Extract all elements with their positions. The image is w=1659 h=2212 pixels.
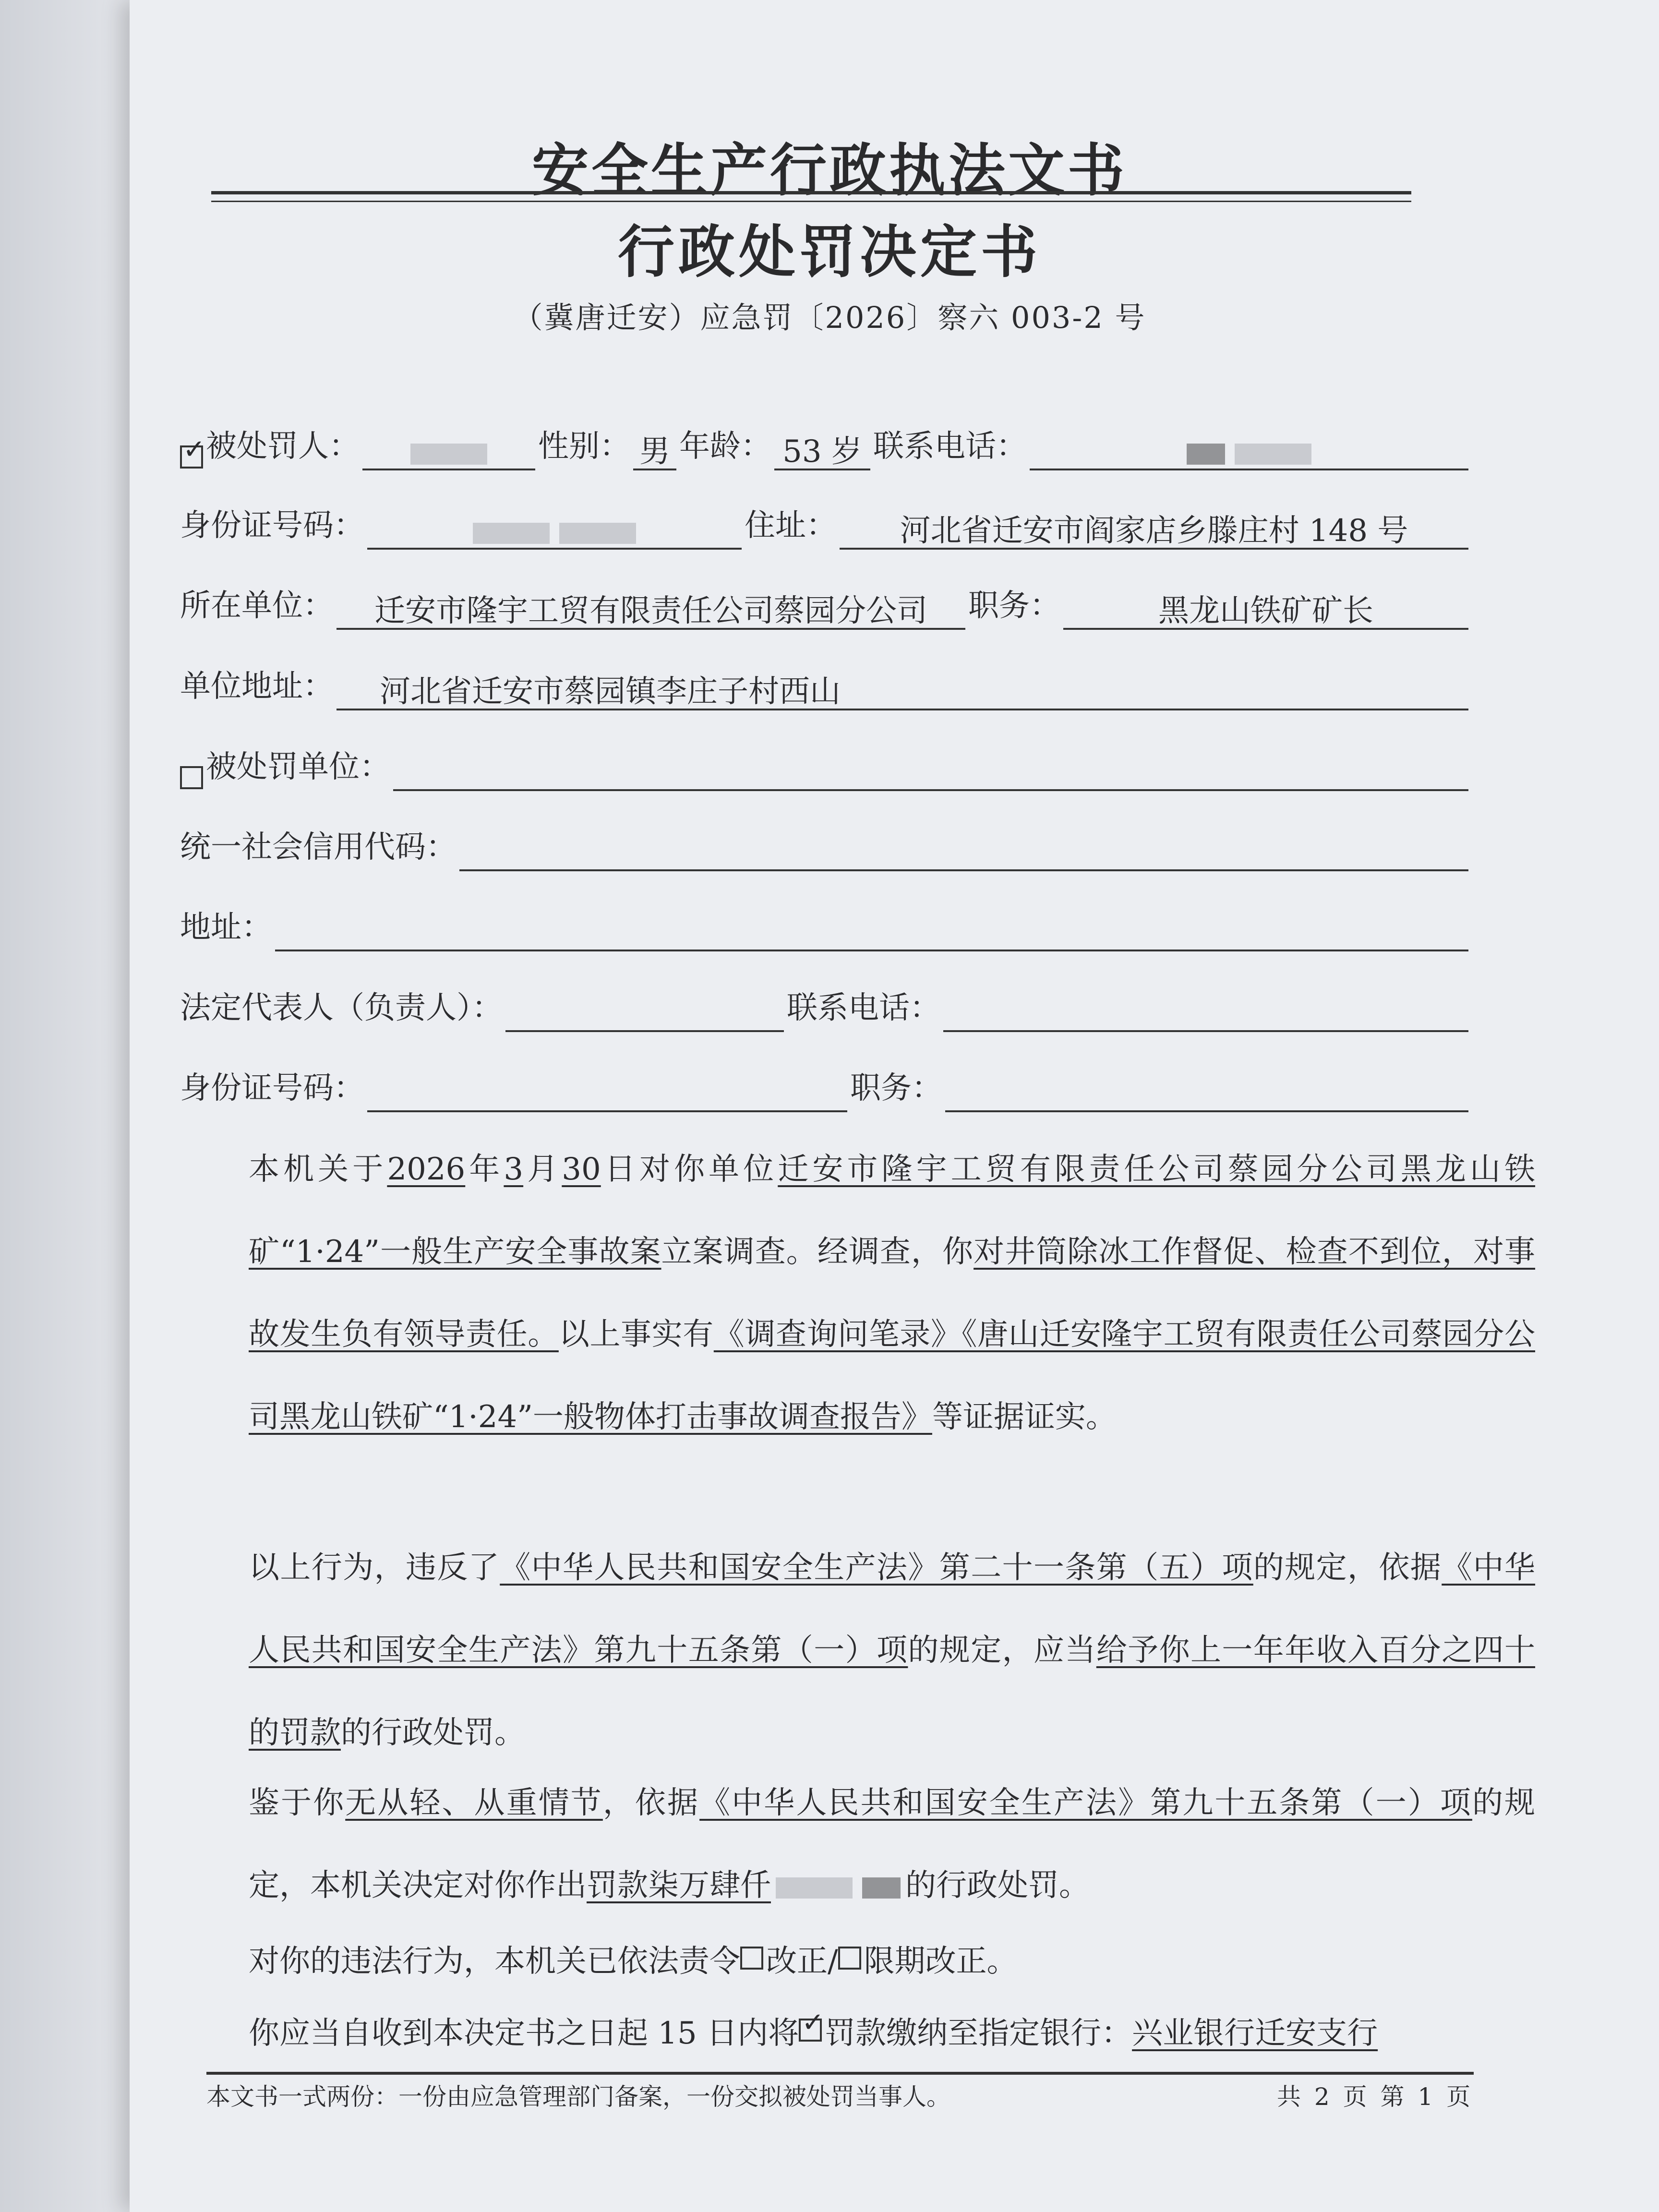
employer-label: 所在单位： (180, 588, 334, 624)
unit-address-label: 地址： (180, 910, 272, 945)
field-row-legal-rep (180, 984, 1471, 1032)
field-row-credit-code (180, 823, 1471, 871)
redaction-mark (473, 523, 550, 544)
footer-rule (206, 2072, 1474, 2075)
field-row-unit-address (180, 903, 1471, 951)
redaction-mark (862, 1877, 901, 1899)
paragraph-payment: 你应当自收到本决定书之日起 15 日内将✓ 罚款缴纳至指定银行：兴业银行迁安支行 (187, 1992, 1535, 2075)
legal-rep-label: 法定代表人（负责人）： (180, 990, 503, 1026)
title-rule (211, 191, 1411, 194)
gender-field[interactable]: 男 (633, 435, 676, 470)
unit-address-field[interactable] (275, 916, 1468, 951)
bank-name: 兴业银行迁安支行 (1132, 2016, 1378, 2051)
page-indicator: 共 2 页 第 1 页 (1277, 2083, 1474, 2111)
document-title: 安全生产行政执法文书 (531, 137, 1127, 204)
field-row-unit (180, 743, 1471, 791)
person-id-label: 身份证号码： (180, 508, 364, 543)
checkbox-deadline-correct[interactable] (838, 1947, 861, 1970)
unit-label: 被处罚单位： (206, 749, 390, 785)
checkbox-correct[interactable] (740, 1947, 763, 1970)
checkbox-fine-payment-checked[interactable] (799, 2019, 822, 2042)
redaction-mark (410, 444, 487, 465)
redaction-mark (776, 1877, 853, 1899)
paragraph-violation: 以上行为，违反了《中华人民共和国安全生产法》第二十一条第（五）项的规定，依据《中华人民共和国安全生产法》第九十五条第（一）项的规定，应当给予你上一年年收入百分之四十的罚款的行政处罚。 (249, 1550, 1536, 1751)
title-rule-thin (211, 201, 1411, 202)
address-label: 住址： (745, 508, 837, 543)
age-label: 年龄： (679, 429, 771, 464)
legal-rep-field[interactable] (505, 997, 784, 1032)
redaction-mark (559, 523, 636, 544)
field-row-person (180, 422, 1471, 470)
person-phone-field[interactable] (1030, 435, 1468, 470)
person-name-field[interactable] (362, 435, 535, 470)
document-number: （冀唐迁安）应急罚〔2026〕察六 003-2 号 (513, 300, 1146, 335)
paragraph-decision: 鉴于你无从轻、从重情节，依据《中华人民共和国安全生产法》第九十五条第（一）项的规定，本机关决定对你作出罚款柒万肆仟 的行政处罚。 (249, 1785, 1536, 1903)
checkbox-unit[interactable] (180, 766, 203, 789)
footer-note: 本文书一式两份：一份由应急管理部门备案，一份交拟被处罚当事人。 (206, 2083, 950, 2111)
unit-position-field[interactable] (945, 1077, 1468, 1112)
field-row-id-address (180, 502, 1471, 550)
employer-address-label: 单位地址： (180, 669, 334, 704)
unit-field[interactable] (393, 756, 1468, 791)
checkbox-person-checked[interactable] (180, 445, 203, 469)
paragraph-correction: 对你的违法行为，本机关已依法责令 改正/ 限期改正。 (249, 1944, 1018, 1979)
unit-id-label: 身份证号码： (180, 1070, 364, 1106)
unit-position-label: 职务： (850, 1070, 942, 1106)
fine-amount: 罚款柒万肆仟 (587, 1868, 771, 1903)
field-row-employer (180, 582, 1471, 630)
unit-phone-label: 联系电话： (787, 990, 940, 1026)
field-row-unit-id (180, 1064, 1471, 1112)
paragraph-facts: 本机关于2026年3月30日对你单位迁安市隆宇工贸有限责任公司蔡园分公司黑龙山铁矿“1·24”一般生产安全事故案立案调查。经调查，你对井筒除冰工作督促、检查不到位，对事故发生负有领导责任。以上事实有《调查询问笔录》《唐山迁安隆宇工贸有限责任公司蔡园分公司黑龙山铁矿“1·24”一般物体打击事故调查报告》等证据证实。 (249, 1152, 1536, 1435)
person-phone-label: 联系电话： (873, 429, 1027, 464)
credit-code-field[interactable] (459, 836, 1468, 871)
document-subtitle: 行政处罚决定书 (617, 218, 1041, 285)
field-row-employer-address (180, 662, 1471, 710)
redaction-mark (1187, 444, 1225, 465)
position-label: 职务： (968, 588, 1060, 624)
age-field[interactable]: 53 岁 (774, 435, 870, 470)
position-field[interactable]: 黑龙山铁矿矿长 (1063, 594, 1468, 630)
employer-field[interactable]: 迁安市隆宇工贸有限责任公司蔡园分公司 (337, 594, 965, 630)
redaction-mark (1235, 444, 1311, 465)
person-id-field[interactable] (367, 514, 742, 550)
gender-label: 性别： (538, 429, 630, 464)
unit-id-field[interactable] (367, 1077, 847, 1112)
unit-phone-field[interactable] (943, 997, 1468, 1032)
address-field[interactable]: 河北省迁安市阎家店乡滕庄村 148 号 (840, 514, 1468, 550)
credit-code-label: 统一社会信用代码： (180, 830, 457, 865)
employer-address-field[interactable]: 河北省迁安市蔡园镇李庄子村西山 (337, 675, 1468, 710)
person-label: 被处罚人： (206, 429, 360, 464)
